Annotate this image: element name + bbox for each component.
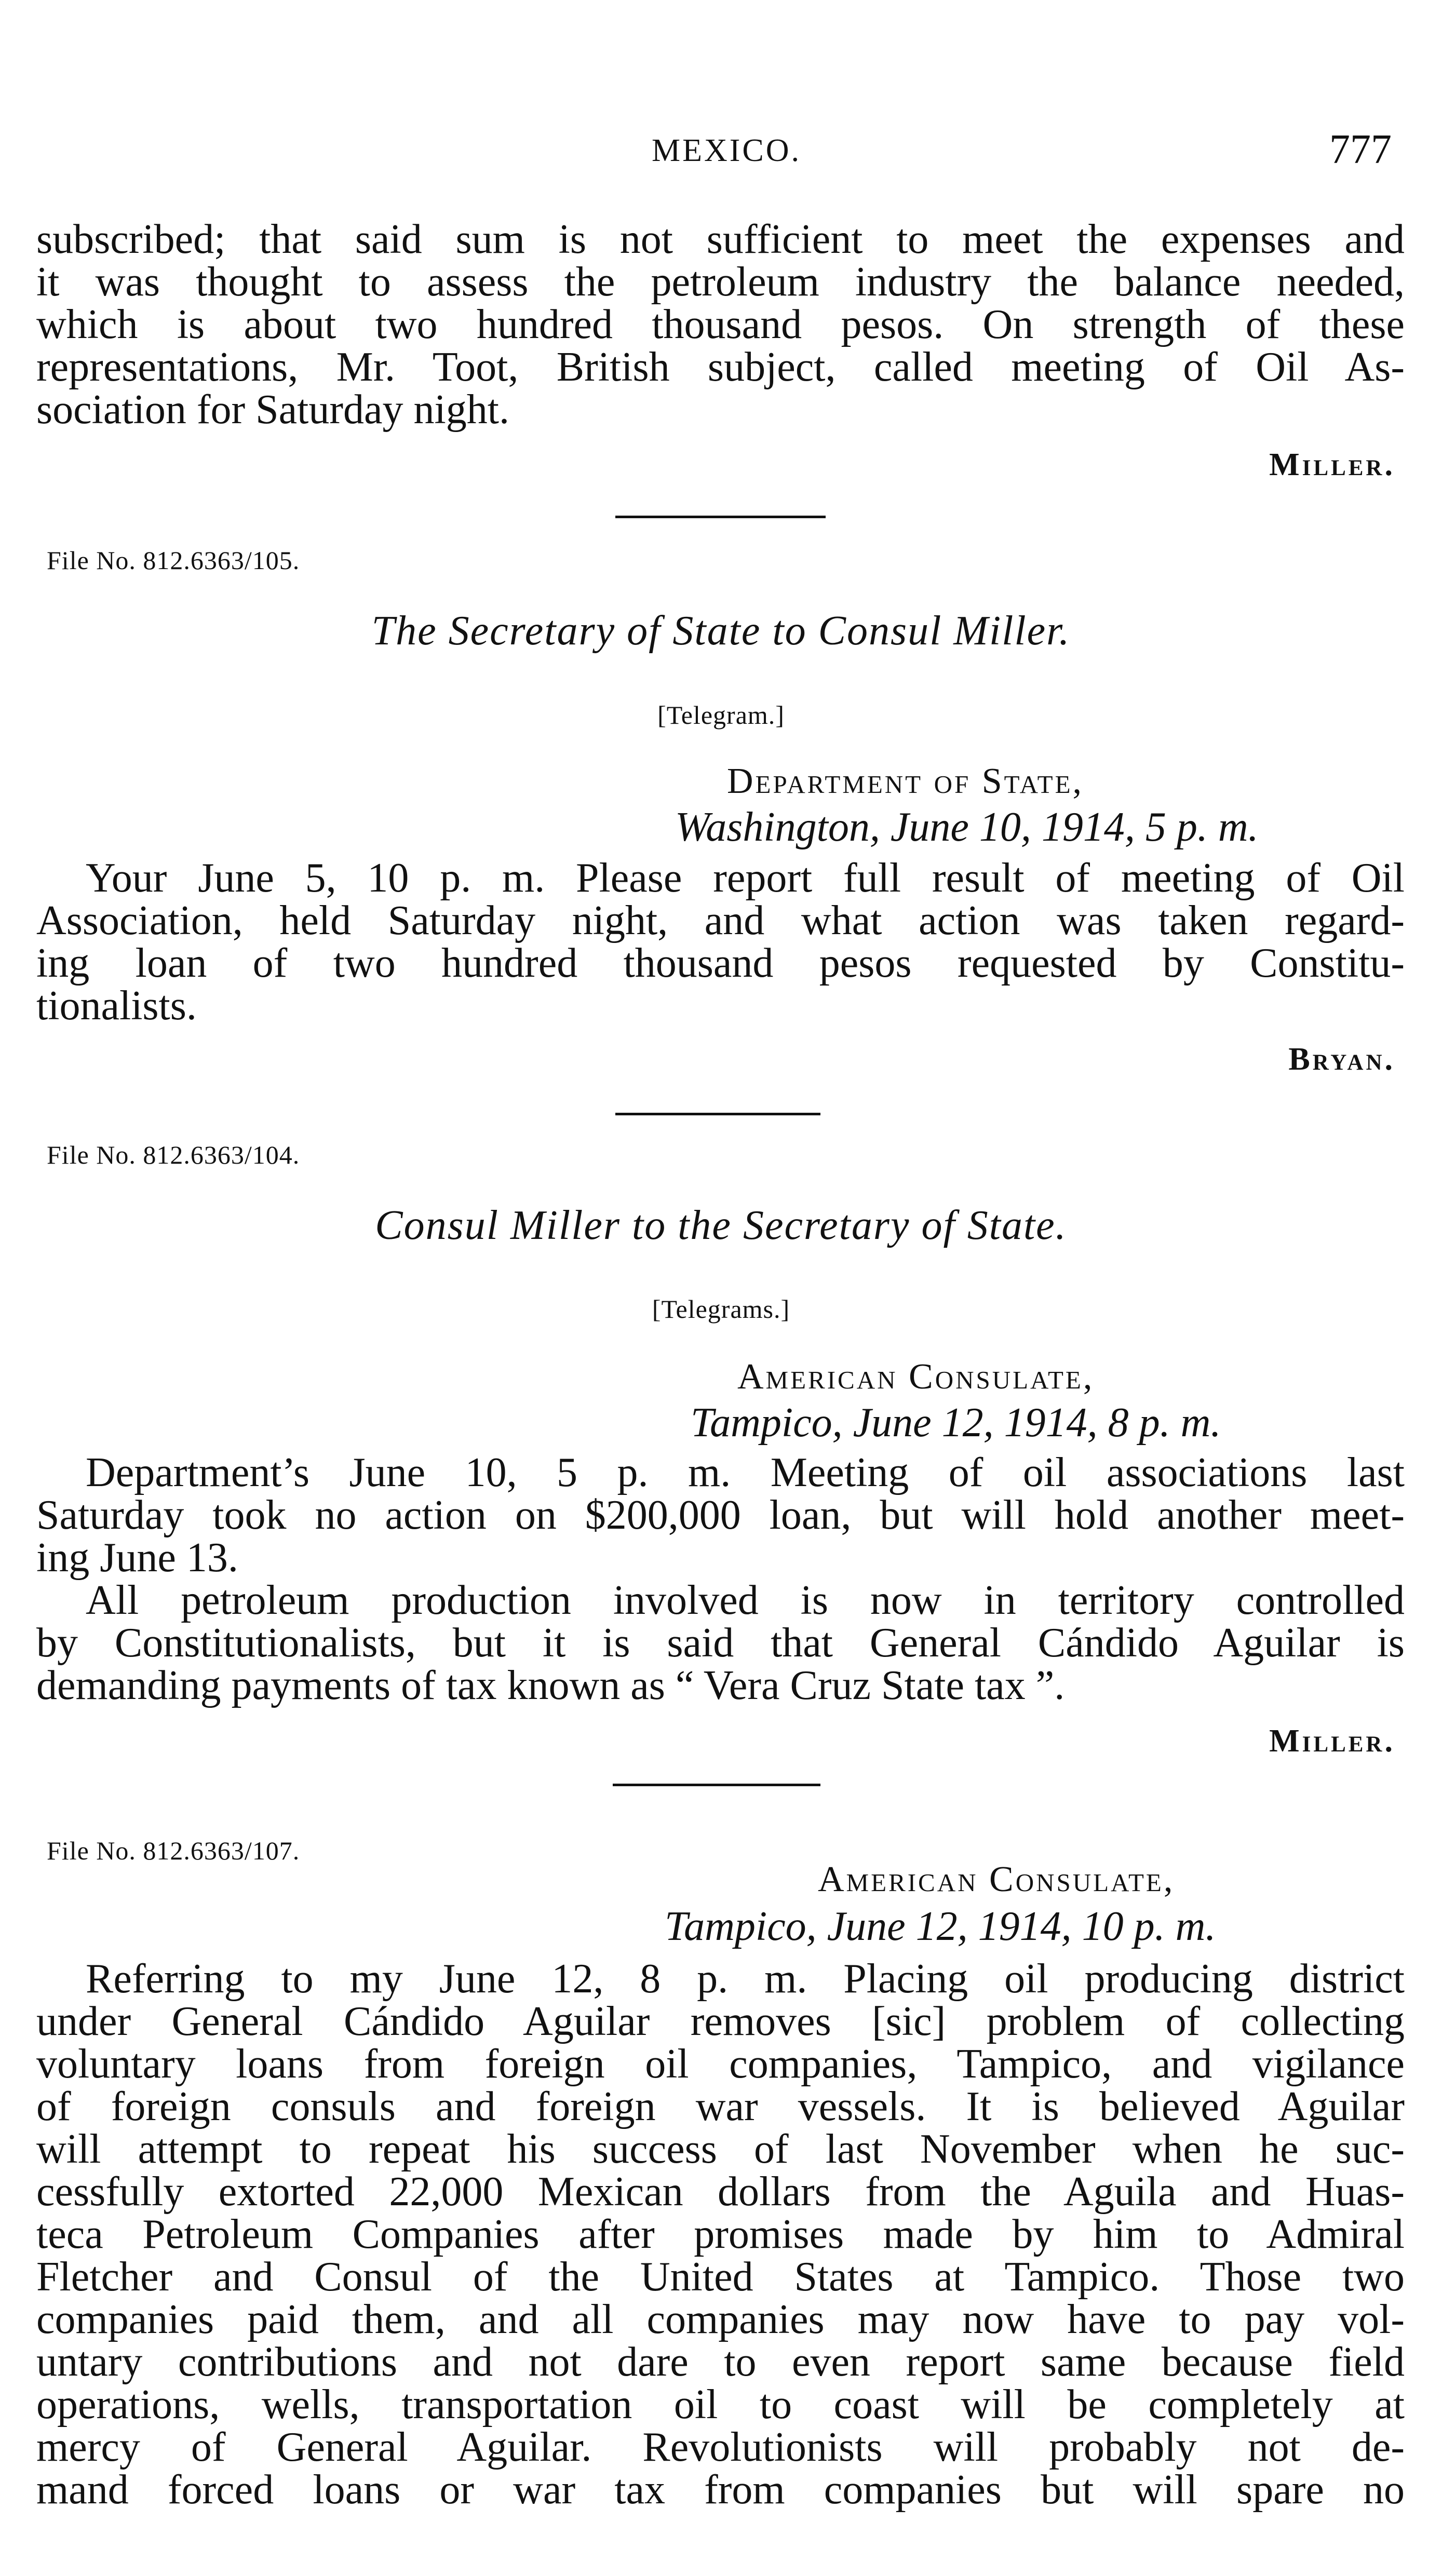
text-line: Your June 5, 10 p. m. Please report full result of meeting of Oil [86, 855, 1405, 901]
text-line: cessfully extorted 22,000 Mexican dollars from the Aguila and Huas- [36, 2169, 1405, 2215]
dateline-place: American Consulate, [737, 1357, 1095, 1397]
dateline-place: Department of State, [727, 761, 1084, 801]
document-note: [Telegram.] [657, 700, 785, 730]
page-number: 777 [1329, 127, 1392, 172]
text-line: companies paid them, and all companies may now have to pay vol- [36, 2297, 1405, 2342]
dateline-date: Tampico, June 12, 1914, 10 p. m. [665, 1904, 1216, 1949]
text-line: voluntary loans from foreign oil companies, Tampico, and vigilance [36, 2041, 1405, 2087]
text-line: tionalists. [36, 983, 197, 1029]
text-line: of foreign consuls and foreign war vessels. It is believed Aguilar [36, 2084, 1405, 2129]
text-line: will attempt to repeat his success of last November when he suc- [36, 2126, 1405, 2172]
document-note: [Telegrams.] [652, 1294, 790, 1324]
text-line: Association, held Saturday night, and what action was taken regard- [36, 898, 1405, 943]
text-line: mand forced loans or war tax from companies but will spare no [36, 2467, 1405, 2513]
text-line: it was thought to assess the petroleum industry the balance needed, [36, 259, 1405, 305]
dateline-date: Washington, June 10, 1914, 5 p. m. [675, 804, 1259, 850]
document-title: The Secretary of State to Consul Miller. [371, 608, 1071, 654]
text-line: under General Cándido Aguilar removes [sic] problem of collecting [36, 1999, 1405, 2044]
text-line: untary contributions and not dare to even report same because field [36, 2339, 1405, 2385]
section-divider [615, 516, 826, 518]
text-line: ing loan of two hundred thousand pesos requested by Constitu- [36, 940, 1405, 986]
dateline-place: American Consulate, [818, 1859, 1175, 1899]
telegram-body [36, 1958, 1405, 2511]
text-line: by Constitutionalists, but it is said that General Cándido Aguilar is [36, 1620, 1405, 1666]
text-line: Fletcher and Consul of the United States at Tampico. Those two [36, 2254, 1405, 2300]
page-header [0, 127, 1442, 184]
text-line: Referring to my June 12, 8 p. m. Placing oil producing district [86, 1956, 1405, 2002]
text-line: which is about two hundred thousand pesos. On strength of these [36, 302, 1405, 347]
text-line: mercy of General Aguilar. Revolutionists will probably not de- [36, 2424, 1405, 2470]
telegram-body [36, 857, 1405, 1027]
text-line: ing June 13. [36, 1535, 238, 1581]
signature-miller: Miller. [1269, 447, 1395, 482]
signature-bryan: Bryan. [1288, 1042, 1395, 1077]
section-divider [613, 1784, 820, 1786]
text-line: Saturday took no action on $200,000 loan, but will hold another meet- [36, 1492, 1405, 1538]
telegram-body [36, 1451, 1405, 1707]
text-line: operations, wells, transportation oil to coast will be completely at [36, 2382, 1405, 2427]
signature-miller: Miller. [1269, 1723, 1395, 1759]
continued-paragraph [36, 218, 1405, 431]
text-line: representations, Mr. Toot, British subject, called meeting of Oil As- [36, 344, 1405, 390]
section-divider [615, 1113, 820, 1115]
document-title: Consul Miller to the Secretary of State. [375, 1203, 1067, 1248]
text-line: subscribed; that said sum is not sufficient to meet the expenses and [36, 217, 1405, 262]
text-line: Department’s June 10, 5 p. m. Meeting of oil associations last [86, 1450, 1405, 1495]
file-number: File No. 812.6363/104. [47, 1140, 300, 1169]
text-line: All petroleum production involved is now in territory controlled [86, 1577, 1405, 1623]
text-line: sociation for Saturday night. [36, 387, 509, 433]
text-line: teca Petroleum Companies after promises made by him to Admiral [36, 2211, 1405, 2257]
dateline-date: Tampico, June 12, 1914, 8 p. m. [691, 1400, 1221, 1446]
file-number: File No. 812.6363/107. [47, 1836, 300, 1865]
text-line: demanding payments of tax known as “ Vera Cruz State tax ”. [36, 1663, 1065, 1708]
file-number: File No. 812.6363/105. [47, 546, 300, 575]
running-head: MEXICO. [652, 133, 802, 168]
